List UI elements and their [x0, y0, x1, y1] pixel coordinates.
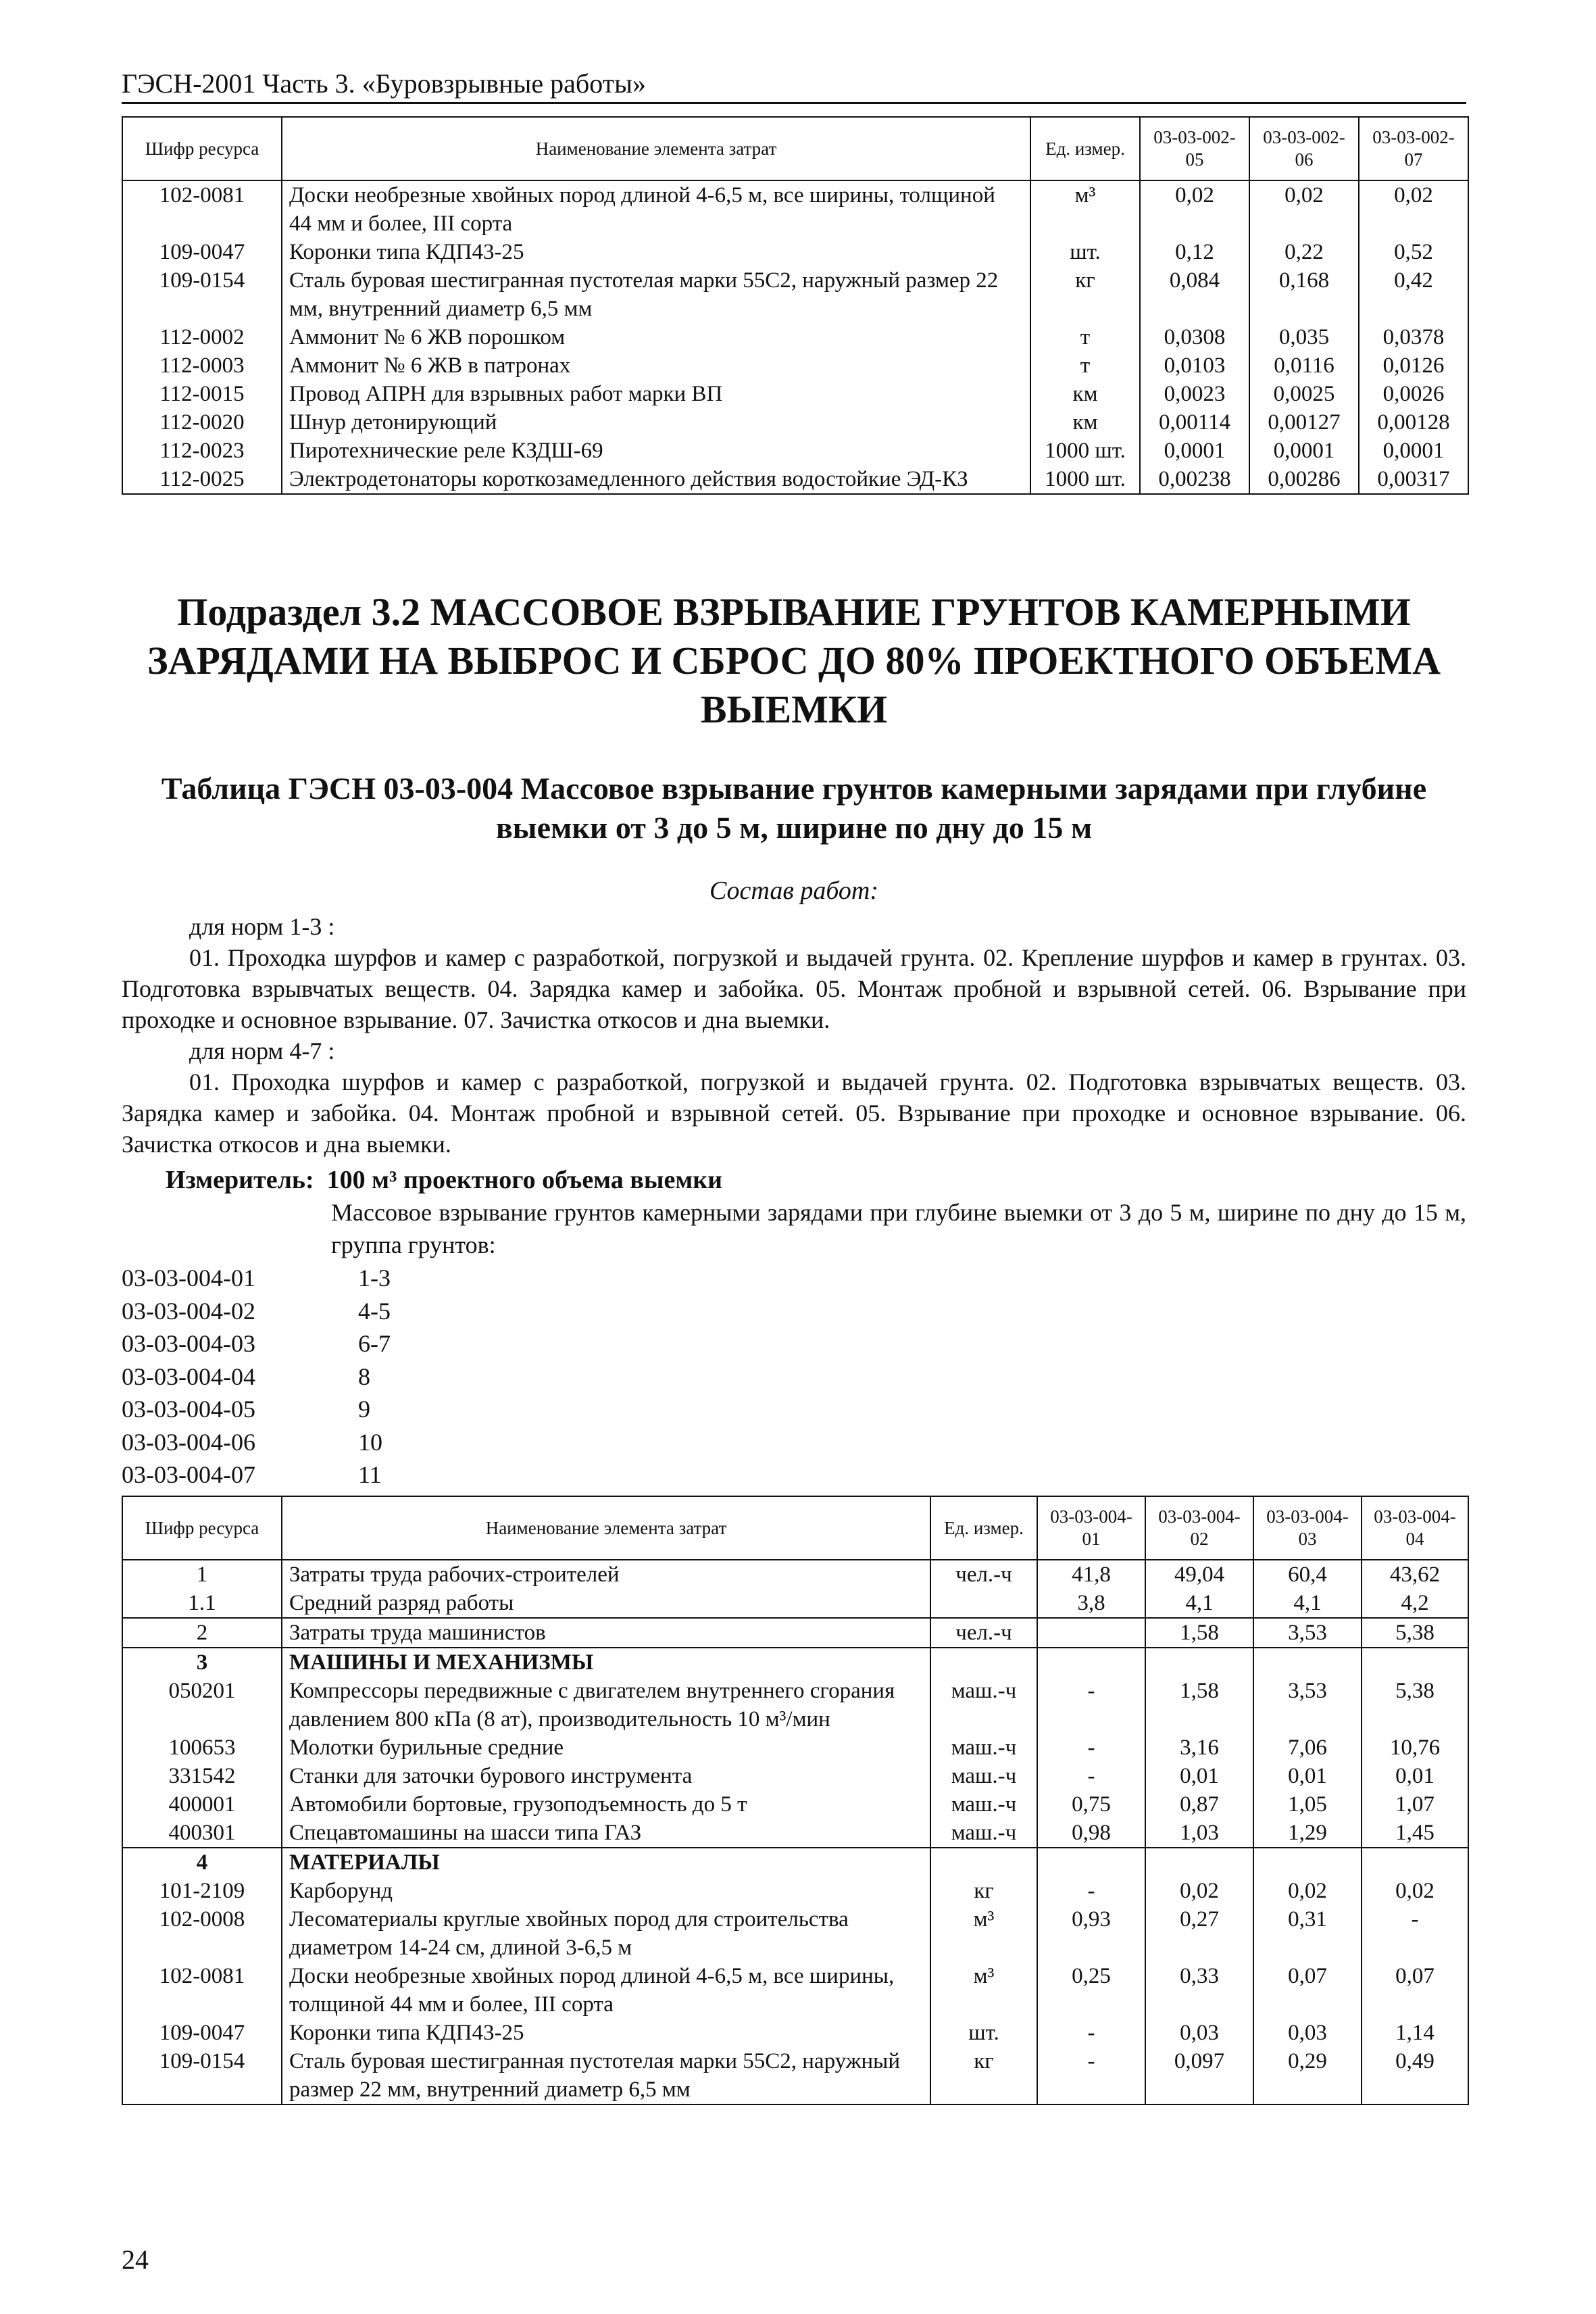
norm-value: 0,00317 — [1359, 465, 1468, 494]
norm-value — [1362, 1848, 1468, 1877]
norm-value: 0,42 — [1359, 266, 1468, 323]
norm-value: 0,02 — [1140, 180, 1249, 238]
norm-value: 7,06 — [1253, 1733, 1362, 1762]
norm-value: 0,03 — [1145, 2019, 1253, 2047]
norm-value: 5,38 — [1362, 1618, 1468, 1648]
norm-code-row — [122, 1393, 391, 1426]
col-header-norm: 03-03-002-07 — [1359, 117, 1468, 180]
norm-value — [1037, 1618, 1145, 1648]
norm-value: 0,31 — [1253, 1905, 1362, 1962]
norm-value: 0,0026 — [1359, 380, 1468, 408]
norm-value: 0,0378 — [1359, 323, 1468, 351]
resource-code: 102-0008 — [122, 1905, 282, 1962]
resource-code: 112-0015 — [122, 380, 282, 408]
unit: маш.-ч — [930, 1677, 1037, 1733]
norm-code-row — [122, 1458, 391, 1492]
resource-name: Затраты труда рабочих-строителей — [282, 1560, 930, 1589]
col-header-unit: Ед. измер. — [930, 1496, 1037, 1560]
norm-value: 0,07 — [1362, 1962, 1468, 2019]
col-header-norm: 03-03-004-02 — [1145, 1496, 1253, 1560]
resource-code: 109-0154 — [122, 266, 282, 323]
table-row — [122, 1589, 1468, 1618]
resource-name: МАТЕРИАЛЫ — [282, 1848, 930, 1877]
soil-group: 6-7 — [358, 1330, 391, 1357]
norm-value: 3,53 — [1253, 1677, 1362, 1733]
norm-value: 0,52 — [1359, 238, 1468, 266]
resource-code: 1.1 — [122, 1589, 282, 1618]
resource-code: 102-0081 — [122, 180, 282, 238]
norm-code: 03-03-004-06 — [122, 1428, 255, 1456]
soil-group: 9 — [358, 1396, 370, 1423]
norm-value: 49,04 — [1145, 1560, 1253, 1589]
norm-value: 0,01 — [1145, 1762, 1253, 1790]
unit: чел.-ч — [930, 1618, 1037, 1648]
col-header-code: Шифр ресурса — [122, 1496, 282, 1560]
table-row — [122, 1790, 1468, 1819]
norm-value: 0,25 — [1037, 1962, 1145, 2019]
resource-name: Пиротехнические реле КЗДШ-69 — [282, 437, 1030, 465]
norm-value: 1,58 — [1145, 1618, 1253, 1648]
norm-value: 0,0025 — [1249, 380, 1359, 408]
norm-value — [1253, 1848, 1362, 1877]
norm-value: 43,62 — [1362, 1560, 1468, 1589]
norm-value: 0,22 — [1249, 238, 1359, 266]
table-row — [122, 437, 1468, 465]
table-row — [122, 180, 1468, 238]
unit: км — [1030, 408, 1140, 437]
unit: т — [1030, 323, 1140, 351]
resource-name: Автомобили бортовые, грузоподъемность до 5 т — [282, 1790, 930, 1819]
norm-value — [1037, 1648, 1145, 1677]
soil-group: 11 — [358, 1461, 382, 1488]
resource-name: Станки для заточки бурового инструмента — [282, 1762, 930, 1790]
table-row — [122, 1819, 1468, 1848]
resource-name: МАШИНЫ И МЕХАНИЗМЫ — [282, 1648, 930, 1677]
table-row — [122, 2019, 1468, 2047]
norm-value: 0,01 — [1362, 1762, 1468, 1790]
resource-name: Аммонит № 6 ЖВ в патронах — [282, 351, 1030, 380]
norm-value: 0,93 — [1037, 1905, 1145, 1962]
resource-name: Провод АПРН для взрывных работ марки ВП — [282, 380, 1030, 408]
norm-code: 03-03-004-03 — [122, 1330, 255, 1357]
norm-value: 0,084 — [1140, 266, 1249, 323]
col-header-norm: 03-03-004-01 — [1037, 1496, 1145, 1560]
table-row — [122, 1677, 1468, 1733]
norm-value: 0,0126 — [1359, 351, 1468, 380]
norm-value: - — [1037, 1677, 1145, 1733]
resource-name: Сталь буровая шестигранная пустотелая марки 55С2, наружный размер 22 мм, внутренний диаметр 6,5 мм — [282, 2047, 930, 2104]
table-row — [122, 323, 1468, 351]
resource-name: Карборунд — [282, 1877, 930, 1905]
unit: маш.-ч — [930, 1733, 1037, 1762]
norm-value — [1037, 1848, 1145, 1877]
unit: чел.-ч — [930, 1560, 1037, 1589]
norm-value: 0,12 — [1140, 238, 1249, 266]
norm-value: 0,03 — [1253, 2019, 1362, 2047]
resource-code: 112-0003 — [122, 351, 282, 380]
norm-code: 03-03-004-07 — [122, 1461, 255, 1488]
col-header-unit: Ед. измер. — [1030, 117, 1140, 180]
work-composition-heading: Состав работ: — [709, 877, 879, 905]
col-header-norm: 03-03-004-03 — [1253, 1496, 1362, 1560]
norm-value: 0,00238 — [1140, 465, 1249, 494]
norms-1-3-text: 01. Проходка шурфов и камер с разработкой, погрузкой и выдачей грунта. 02. Крепление шурфов и камер в грунтах. 03. Подготовка взрывчатых веществ. 04. Зарядка камер и забойка. 05. Монтаж пробной и взрывной сетей. 06. Взрывание при проходке и основное взрывание. 07. Зачистка откосов и дна выемки. — [122, 944, 1466, 1033]
norm-value: 0,0116 — [1249, 351, 1359, 380]
unit: маш.-ч — [930, 1819, 1037, 1848]
norm-value: 3,16 — [1145, 1733, 1253, 1762]
resource-code: 112-0002 — [122, 323, 282, 351]
table-title: Таблица ГЭСН 03-03-004 Массовое взрывание грунтов камерными зарядами при глубине выемки от 3 до 5 м, ширине по дну до 15 м — [161, 771, 1427, 845]
norm-value: 0,07 — [1253, 1962, 1362, 2019]
norm-value: 0,02 — [1145, 1877, 1253, 1905]
norm-value: 10,76 — [1362, 1733, 1468, 1762]
resource-code: 400001 — [122, 1790, 282, 1819]
col-header-code: Шифр ресурса — [122, 117, 282, 180]
resource-name: Аммонит № 6 ЖВ порошком — [282, 323, 1030, 351]
soil-group: 4-5 — [358, 1297, 391, 1325]
resource-code: 400301 — [122, 1819, 282, 1848]
norm-value: 0,0103 — [1140, 351, 1249, 380]
unit: м³ — [930, 1962, 1037, 2019]
resource-name: Электродетонаторы короткозамедленного действия водостойкие ЭД-КЗ — [282, 465, 1030, 494]
table-row — [122, 1762, 1468, 1790]
resource-table-004 — [122, 1496, 1469, 2105]
norm-value: 41,8 — [1037, 1560, 1145, 1589]
norm-value — [1145, 1648, 1253, 1677]
norm-value: 0,0308 — [1140, 323, 1249, 351]
norm-value: 0,75 — [1037, 1790, 1145, 1819]
table-row — [122, 380, 1468, 408]
resource-name: Доски необрезные хвойных пород длиной 4-6,5 м, все ширины, толщиной 44 мм и более, III сорта — [282, 180, 1030, 238]
norm-value: 0,02 — [1249, 180, 1359, 238]
norm-value: 1,03 — [1145, 1819, 1253, 1848]
norm-value: 0,0001 — [1140, 437, 1249, 465]
table-row — [122, 1905, 1468, 1962]
unit: 1000 шт. — [1030, 437, 1140, 465]
norm-code-row — [122, 1262, 391, 1295]
work-composition — [122, 911, 1466, 1160]
norm-value: 0,02 — [1359, 180, 1468, 238]
table-row — [122, 465, 1468, 494]
resource-name: Шнур детонирующий — [282, 408, 1030, 437]
norm-value: 5,38 — [1362, 1677, 1468, 1733]
resource-name: Коронки типа КДП43-25 — [282, 238, 1030, 266]
norm-value — [1253, 1648, 1362, 1677]
resource-name: Сталь буровая шестигранная пустотелая марки 55С2, наружный размер 22 мм, внутренний диаметр 6,5 мм — [282, 266, 1030, 323]
unit: м³ — [1030, 180, 1140, 238]
norm-value: - — [1037, 1733, 1145, 1762]
soil-group: 1-3 — [358, 1264, 391, 1291]
table-row — [122, 1962, 1468, 2019]
table-row — [122, 238, 1468, 266]
norm-value: 0,00128 — [1359, 408, 1468, 437]
norm-value: 1,58 — [1145, 1677, 1253, 1733]
norm-value: 0,02 — [1253, 1877, 1362, 1905]
resource-name: Спецавтомашины на шасси типа ГАЗ — [282, 1819, 930, 1848]
norm-code: 03-03-004-01 — [122, 1264, 255, 1291]
col-header-norm: 03-03-002-06 — [1249, 117, 1359, 180]
norm-value: - — [1037, 1877, 1145, 1905]
norm-value: 0,0023 — [1140, 380, 1249, 408]
resource-code: 101-2109 — [122, 1877, 282, 1905]
unit: кг — [930, 2047, 1037, 2104]
table-row — [122, 1560, 1468, 1589]
norm-value: 4,1 — [1145, 1589, 1253, 1618]
table-row — [122, 408, 1468, 437]
meter-value: 100 м³ проектного объема выемки — [326, 1166, 723, 1194]
unit: кг — [1030, 266, 1140, 323]
norm-value: 0,49 — [1362, 2047, 1468, 2104]
norms-1-3-label: для норм 1-3 : — [189, 913, 335, 940]
norm-value: 1,05 — [1253, 1790, 1362, 1819]
norms-4-7-text: 01. Проходка шурфов и камер с разработкой, погрузкой и выдачей грунта. 02. Подготовка взрывчатых веществ. 03. Зарядка камер и забойка. 04. Монтаж пробной и взрывной сетей. 05. Взрывание при проходке и основное взрывание. 06. Зачистка откосов и дна выемки. — [122, 1068, 1466, 1158]
unit: шт. — [930, 2019, 1037, 2047]
norm-value: 4,1 — [1253, 1589, 1362, 1618]
norm-code-row — [122, 1360, 391, 1394]
resource-name: Коронки типа КДП43-25 — [282, 2019, 930, 2047]
unit: шт. — [1030, 238, 1140, 266]
unit: маш.-ч — [930, 1790, 1037, 1819]
section-row — [122, 1848, 1468, 1877]
norm-value: 1,29 — [1253, 1819, 1362, 1848]
table-header-row — [122, 117, 1468, 180]
norm-value: 4,2 — [1362, 1589, 1468, 1618]
soil-group: 10 — [358, 1428, 382, 1456]
norm-value: 0,00127 — [1249, 408, 1359, 437]
col-header-name: Наименование элемента затрат — [282, 1496, 930, 1560]
resource-name: Компрессоры передвижные с двигателем внутреннего сгорания давлением 800 кПа (8 ат), производительность 10 м³/мин — [282, 1677, 930, 1733]
norm-value: 0,00114 — [1140, 408, 1249, 437]
unit: кг — [930, 1877, 1037, 1905]
norm-value: 0,01 — [1253, 1762, 1362, 1790]
norm-code-row — [122, 1426, 391, 1459]
meter — [166, 1165, 722, 1195]
table-row — [122, 266, 1468, 323]
resource-code: 3 — [122, 1648, 282, 1677]
unit — [930, 1648, 1037, 1677]
unit: км — [1030, 380, 1140, 408]
norm-value: 0,0001 — [1359, 437, 1468, 465]
meter-label: Измеритель: — [166, 1166, 314, 1194]
section-title: Подраздел 3.2 МАССОВОЕ ВЗРЫВАНИЕ ГРУНТОВ КАМЕРНЫМИ ЗАРЯДАМИ НА ВЫБРОС И СБРОС ДО 80% ПРОЕКТНОГО ОБЪЕМА ВЫЕМКИ — [147, 590, 1441, 731]
norm-value: - — [1037, 1762, 1145, 1790]
norm-value: 60,4 — [1253, 1560, 1362, 1589]
resource-code: 331542 — [122, 1762, 282, 1790]
norm-value: 0,00286 — [1249, 465, 1359, 494]
norm-value: 1,14 — [1362, 2019, 1468, 2047]
resource-code: 100653 — [122, 1733, 282, 1762]
norm-value: 0,097 — [1145, 2047, 1253, 2104]
norm-value: 0,168 — [1249, 266, 1359, 323]
norm-code: 03-03-004-02 — [122, 1297, 255, 1325]
resource-code: 112-0023 — [122, 437, 282, 465]
table-header-row — [122, 1496, 1468, 1560]
resource-code: 2 — [122, 1618, 282, 1648]
table-row — [122, 1733, 1468, 1762]
resource-table-002 — [122, 116, 1469, 495]
table-row — [122, 1877, 1468, 1905]
norm-value: - — [1362, 1905, 1468, 1962]
resource-name: Средний разряд работы — [282, 1589, 930, 1618]
norm-value: 3,8 — [1037, 1589, 1145, 1618]
norms-4-7-label: для норм 4-7 : — [189, 1037, 335, 1064]
norm-value: 0,29 — [1253, 2047, 1362, 2104]
norm-value: 0,02 — [1362, 1877, 1468, 1905]
table-row — [122, 1618, 1468, 1648]
col-header-norm: 03-03-002-05 — [1140, 117, 1249, 180]
norm-value: 1,45 — [1362, 1819, 1468, 1848]
resource-name: Доски необрезные хвойных пород длиной 4-6,5 м, все ширины, толщиной 44 мм и более, III сорта — [282, 1962, 930, 2019]
norm-value: 0,27 — [1145, 1905, 1253, 1962]
unit — [930, 1589, 1037, 1618]
resource-code: 109-0154 — [122, 2047, 282, 2104]
resource-code: 112-0020 — [122, 408, 282, 437]
unit: маш.-ч — [930, 1762, 1037, 1790]
resource-code: 102-0081 — [122, 1962, 282, 2019]
norm-code-row — [122, 1295, 391, 1328]
page-number: 24 — [122, 2244, 149, 2275]
norm-value: - — [1037, 2047, 1145, 2104]
unit: м³ — [930, 1905, 1037, 1962]
meter-description: Массовое взрывание грунтов камерными зарядами при глубине выемки от 3 до 5 м, ширине по дну до 15 м, группа грунтов: — [331, 1199, 1466, 1258]
norm-code-row — [122, 1327, 391, 1360]
resource-code: 050201 — [122, 1677, 282, 1733]
norm-value: - — [1037, 2019, 1145, 2047]
resource-code: 4 — [122, 1848, 282, 1877]
resource-code: 109-0047 — [122, 2019, 282, 2047]
norm-value: 0,87 — [1145, 1790, 1253, 1819]
norm-code-list — [122, 1262, 391, 1492]
norm-value: 0,98 — [1037, 1819, 1145, 1848]
resource-code: 109-0047 — [122, 238, 282, 266]
section-row — [122, 1648, 1468, 1677]
resource-name: Затраты труда машинистов — [282, 1618, 930, 1648]
table-row — [122, 2047, 1468, 2104]
norm-value: 0,035 — [1249, 323, 1359, 351]
resource-name: Молотки бурильные средние — [282, 1733, 930, 1762]
norm-value: 1,07 — [1362, 1790, 1468, 1819]
resource-code: 112-0025 — [122, 465, 282, 494]
norm-value — [1145, 1848, 1253, 1877]
unit: 1000 шт. — [1030, 465, 1140, 494]
norm-code: 03-03-004-05 — [122, 1396, 255, 1423]
resource-name: Лесоматериалы круглые хвойных пород для строительства диаметром 14-24 см, длиной 3-6,5 м — [282, 1905, 930, 1962]
soil-group: 8 — [358, 1362, 370, 1390]
resource-code: 1 — [122, 1560, 282, 1589]
running-header: ГЭСН-2001 Часть 3. «Буровзрывные работы» — [122, 68, 1466, 104]
norm-value: 3,53 — [1253, 1618, 1362, 1648]
norm-value: 0,33 — [1145, 1962, 1253, 2019]
table-row — [122, 351, 1468, 380]
norm-code: 03-03-004-04 — [122, 1362, 255, 1390]
unit: т — [1030, 351, 1140, 380]
norm-value: 0,0001 — [1249, 437, 1359, 465]
col-header-norm: 03-03-004-04 — [1362, 1496, 1468, 1560]
unit — [930, 1848, 1037, 1877]
col-header-name: Наименование элемента затрат — [282, 117, 1030, 180]
norm-value — [1362, 1648, 1468, 1677]
